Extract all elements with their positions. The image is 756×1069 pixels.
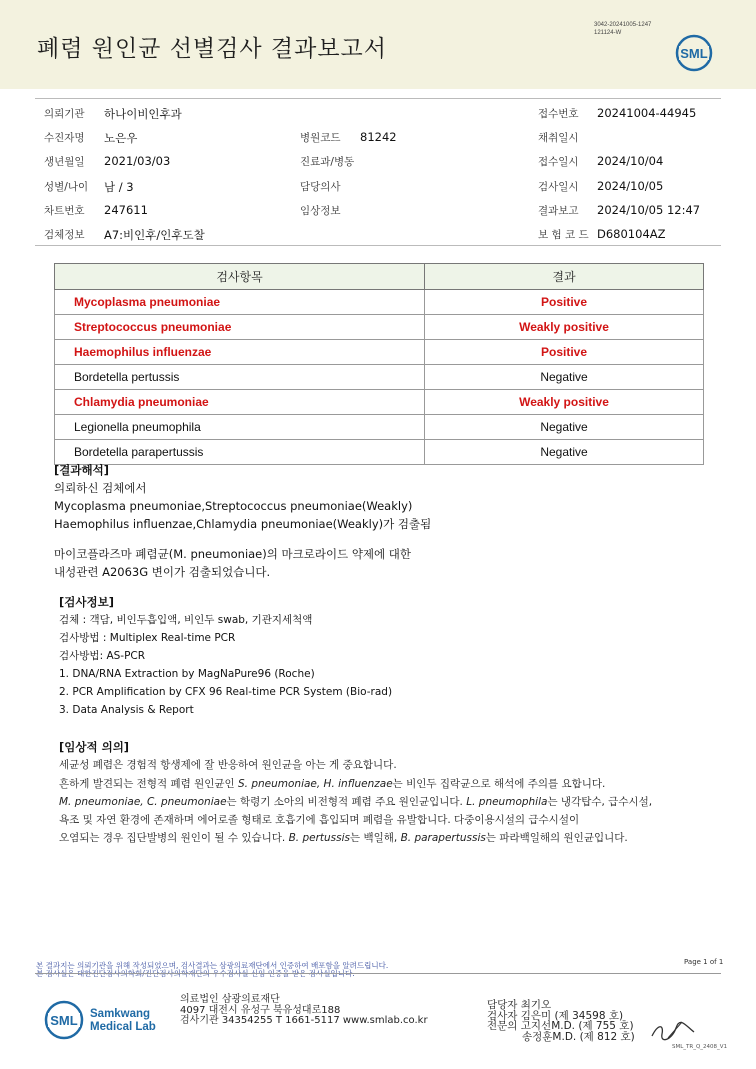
test-info-line: 3. Data Analysis & Report: [59, 704, 194, 716]
result-row: [55, 315, 704, 340]
col-header-item: 검사항목: [55, 264, 425, 290]
signature-icon: [648, 1018, 698, 1044]
info-value: 남 / 3: [104, 180, 134, 194]
info-label: 임상정보: [300, 205, 341, 217]
test-result-value: Weakly positive: [425, 390, 704, 415]
interpretation-line: Haemophilus influenzae,Chlamydia pneumoniae(Weakly)가 검출됨: [54, 517, 432, 531]
sml-footer-logo-text: SML: [50, 1013, 78, 1028]
info-value: 81242: [360, 130, 397, 144]
info-label: 병원코드: [300, 132, 341, 144]
test-info-line: 검체 : 객담, 비인두흡입액, 비인두 swab, 기관지세척액: [59, 614, 313, 626]
info-label: 검사일시: [538, 181, 579, 193]
interpretation-line: 내성관련 A2063G 변이가 검출되었습니다.: [54, 565, 271, 579]
clinical-line: 세균성 폐렴은 경험적 항생제에 잘 반응하여 원인균을 아는 게 중요합니다.: [59, 759, 397, 772]
info-value: 2024/10/04: [597, 154, 664, 168]
test-info-line: 검사방법 : Multiplex Real-time PCR: [59, 632, 236, 644]
patient-info-row: [0, 148, 756, 172]
result-row: [55, 340, 704, 365]
info-label: 차트번호: [44, 205, 85, 217]
report-title: 폐렴 원인균 선별검사 결과보고서: [37, 36, 387, 62]
document-id: 3042-20241005-1247 121124-W: [594, 22, 652, 36]
col-header-result: 결과: [425, 264, 704, 290]
test-item-name: Bordetella pertussis: [55, 365, 425, 390]
divider: [35, 98, 721, 99]
sml-logo-text: SML: [680, 46, 708, 61]
info-label: 수진자명: [44, 132, 85, 144]
test-info-section: [59, 593, 392, 719]
clinical-section: [59, 738, 652, 848]
test-result-value: Positive: [425, 340, 704, 365]
test-info-heading: [검사정보]: [59, 595, 114, 609]
test-info-line: 1. DNA/RNA Extraction by MagNaPure96 (Roche): [59, 668, 315, 680]
clinical-heading: [임상적 의의]: [59, 740, 130, 754]
test-result-value: Negative: [425, 440, 704, 465]
interpretation-line: 의뢰하신 검체에서: [54, 481, 147, 495]
patient-info-row: [0, 173, 756, 197]
interpretation-heading: [결과해석]: [54, 463, 109, 477]
info-value: 2024/10/05 12:47: [597, 203, 701, 217]
results-table: [54, 263, 704, 465]
info-label: 성별/나이: [44, 181, 89, 193]
sml-footer-logo: [44, 1000, 84, 1040]
test-info-line: 검사방법: AS-PCR: [59, 650, 146, 662]
test-item-name: Haemophilus influenzae: [55, 340, 425, 365]
interpretation-line: Mycoplasma pneumoniae,Streptococcus pneumoniae(Weakly): [54, 499, 413, 513]
info-label: 채취일시: [538, 132, 579, 144]
test-info-line: 2. PCR Amplification by CFX 96 Real-time PCR System (Bio-rad): [59, 686, 393, 698]
result-row: [55, 415, 704, 440]
report-header: [0, 0, 756, 89]
test-result-value: Negative: [425, 415, 704, 440]
patient-info-row: [0, 197, 756, 221]
info-label: 진료과/병동: [300, 156, 355, 168]
sml-logo: [675, 34, 713, 72]
info-value: D680104AZ: [597, 227, 666, 241]
info-label: 생년월일: [44, 156, 85, 168]
footer-note: 본 결과지는 의뢰기관을 위해 작성되었으며, 검사결과는 삼광의료재단에서 인증하여 배포함을 알려드립니다. 본 검사실은 대한진단검사의학회/진단검사의학재단의 우수검사실 신임 인증을 받은 검사실입니다.: [36, 961, 389, 978]
interpretation-section: [54, 461, 431, 581]
info-value: 하나이비인후과: [104, 107, 182, 121]
test-item-name: Legionella pneumophila: [55, 415, 425, 440]
info-label: 접수일시: [538, 156, 579, 168]
info-value: 노은우: [104, 131, 138, 145]
info-label: 결과보고: [538, 205, 579, 217]
test-result-value: Positive: [425, 290, 704, 315]
test-item-name: Mycoplasma pneumoniae: [55, 290, 425, 315]
test-item-name: Streptococcus pneumoniae: [55, 315, 425, 340]
test-result-value: Negative: [425, 365, 704, 390]
page-number: Page 1 of 1: [684, 958, 724, 966]
info-label: 접수번호: [538, 108, 579, 120]
patient-info-row: [0, 124, 756, 148]
clinical-line: 욕조 및 자연 환경에 존재하며 에어로졸 형태로 호흡기에 흡입되며 폐렴을 유발합니다. 다중이용시설의 급수시설이: [59, 814, 580, 827]
info-value: 20241004-44945: [597, 106, 697, 120]
form-code: SML_TR_Q_2408_V1: [672, 1044, 728, 1050]
patient-info-row: [0, 100, 756, 124]
footer-divider: [35, 973, 721, 974]
lab-address: 의료법인 삼광의료재단 4097 대전시 유성구 북유성대로188 검사기관 34354255 T 1661-5117 www.smlab.co.kr: [180, 994, 428, 1026]
result-row: [55, 390, 704, 415]
info-value: 2024/10/05: [597, 179, 664, 193]
clinical-line: 오염되는 경우 집단발병의 원인이 될 수 있습니다. B. pertussis는 백일해, B. parapertussis는 파라백일해의 원인균입니다.: [59, 832, 628, 845]
info-label: 보 험 코 드: [538, 229, 589, 241]
info-label: 의뢰기관: [44, 108, 85, 120]
result-row: [55, 365, 704, 390]
clinical-line: 흔하게 발견되는 전형적 폐렴 원인균인 S. pneumoniae, H. influenzae는 비인두 집락균으로 해석에 주의를 요합니다.: [59, 777, 606, 790]
test-item-name: Chlamydia pneumoniae: [55, 390, 425, 415]
staff-list: 담당자 최기오 검사자 김은미 (제 34598 호) 전문의 고지선M.D. (제 755 호) 송정훈M.D. (제 812 호): [487, 999, 635, 1043]
test-item-name: Bordetella parapertussis: [55, 440, 425, 465]
divider: [35, 245, 721, 246]
info-value: A7:비인후/인후도찰: [104, 228, 205, 242]
info-value: 247611: [104, 203, 148, 217]
info-value: 2021/03/03: [104, 154, 171, 168]
test-result-value: Weakly positive: [425, 315, 704, 340]
result-row: [55, 290, 704, 315]
info-label: 담당의사: [300, 181, 341, 193]
results-header-row: [55, 264, 704, 290]
patient-info-row: [0, 221, 756, 245]
info-label: 검체정보: [44, 229, 85, 241]
interpretation-line: 마이코플라즈마 폐렴균(M. pneumoniae)의 마크로라이드 약제에 대한: [54, 547, 412, 561]
lab-name: Samkwang Medical Lab: [90, 1008, 156, 1033]
clinical-line: M. pneumoniae, C. pneumoniae는 학령기 소아의 비전형적 폐렴 주요 원인균입니다. L. pneumophila는 냉각탑수, 급수시설,: [59, 795, 653, 808]
